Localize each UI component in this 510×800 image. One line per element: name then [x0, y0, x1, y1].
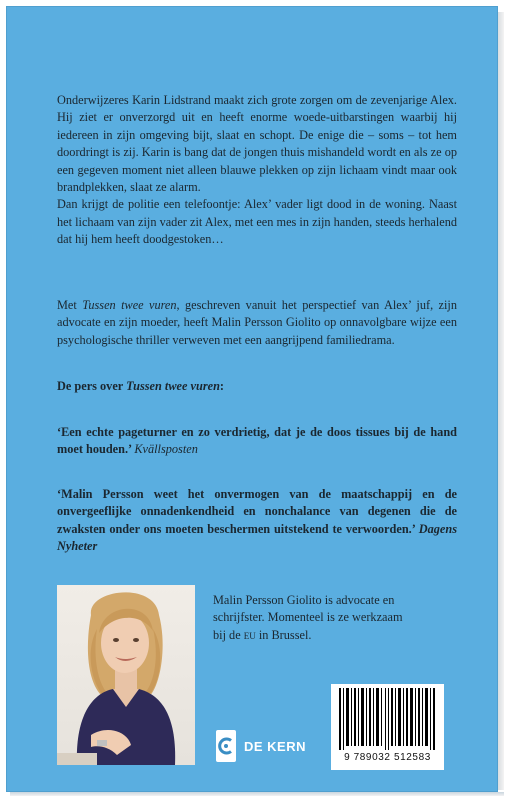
publisher-logo-icon — [216, 730, 236, 762]
blurb-p2-text: Dan krijgt de politie een telefoontje: Alex’ vader ligt dood in de woning. Naast het lichaam van zijn vader zit Alex, met een mes in zijn handen, steeds herhalend dat hij hem heeft doodgestoken… — [57, 197, 457, 247]
press-heading — [57, 378, 457, 395]
publisher-name: DE KERN — [244, 738, 307, 754]
quote-1-source: Kvällsposten — [134, 442, 198, 457]
quote-2-source: Dagens Nyheter — [57, 521, 457, 554]
press-quote-2 — [57, 486, 457, 556]
blurb-p1-text: Onderwijzeres Karin Lidstrand maakt zich grote zorgen om de zevenjarige Alex. Hij ziet er onverzorgd uit en heeft enorme woede-uitbarstingen waarbij hij iedereen in zijn omgeving bijt, slaat en schopt. De enige die – soms – tot hem doordringt is zij. Karin is bang dat de jongen thuis mishandeld wordt en als ze op een gegeven moment niet alleen blauwe plekken op zijn lichaam vindt maar ook brandplekken, slaat ze alarm. — [57, 93, 457, 195]
blurb-paragraph-3 — [57, 297, 457, 349]
author-bio-abbr: eu — [243, 627, 256, 642]
press-heading-pre: De pers over — [57, 379, 127, 393]
press-heading-title: Tussen twee vuren — [126, 379, 220, 393]
blurb-paragraph-1 — [57, 92, 457, 249]
press-quote-1 — [57, 424, 457, 459]
page-edge-right — [498, 12, 504, 790]
blurb-p3-pre: Met — [57, 298, 83, 312]
page-edge-bottom — [10, 792, 504, 796]
blurb-p3-post: , geschreven vanuit het perspectief van Alex’ juf, zijn advocate en zijn moeder, heeft Malin Persson Giolito op onnavolgbare wijze een psychologische thriller verweven met een aangrijpend familiedrama. — [57, 298, 457, 347]
press-heading-post: : — [219, 379, 225, 393]
author-photo — [57, 585, 195, 765]
author-bio — [213, 592, 413, 644]
quote-1-text: ‘Een echte pageturner en zo verdrietig, dat je de doos tissues bij de hand moet houden.’ — [57, 425, 457, 457]
blurb-book-title: Tussen twee vuren — [82, 298, 177, 312]
quote-2-text: ‘Malin Persson weet het onvermogen van de maatschappij en de onvergeeflijke onnadenkendheid en nonchalance van degenen die de zwaksten onder ons moeten beschermen uitstekend te verwoorden.’ — [57, 487, 457, 536]
isbn-barcode — [331, 684, 444, 770]
barcode-bars — [331, 684, 444, 750]
isbn-number: 9 789032 512583 — [344, 752, 431, 763]
author-bio-part-2: in Brussel. — [255, 627, 312, 642]
publisher-mark — [216, 728, 326, 764]
author-bio-part-1: is advocate en schrijfster. Momenteel is ze werkzaam bij de — [213, 593, 403, 642]
author-name: Malin Persson Giolito — [213, 593, 322, 607]
